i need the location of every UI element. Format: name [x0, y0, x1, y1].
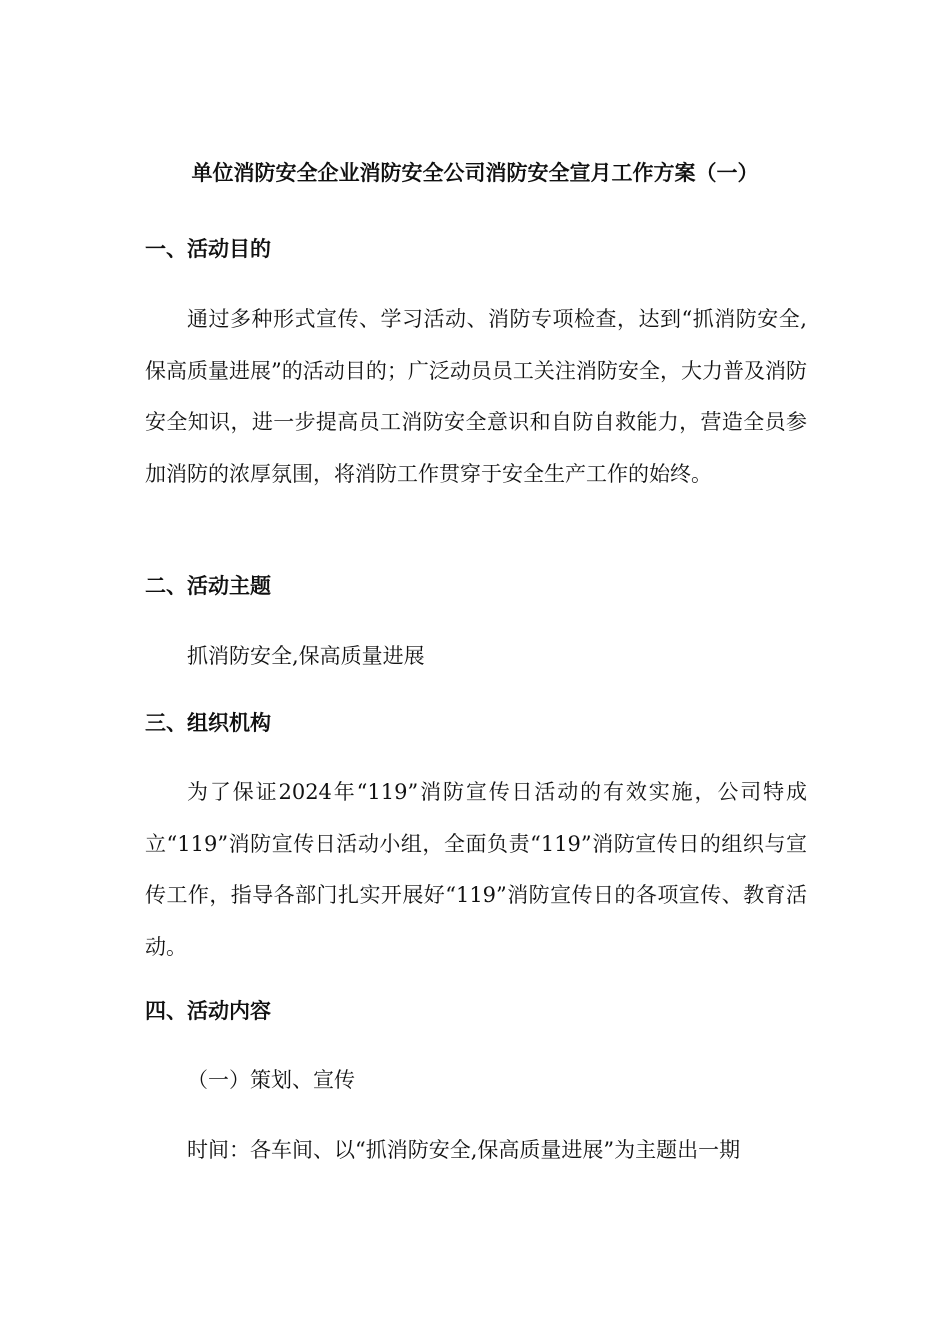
- section-body-content: 时间：各车间、以“抓消防安全,保高质量进展”为主题出一期: [187, 1138, 741, 1162]
- section-body-purpose: 通过多种形式宣传、学习活动、消防专项检查，达到“抓消防安全,保高质量进展”的活动目的；广泛动员员工关注消防安全，大力普及消防安全知识，进一步提高员工消防安全意识和自防自救能力，营造全员参加消防的浓厚氛围，将消防工作贯穿于安全生产工作的始终。: [145, 307, 807, 486]
- section-body-theme: 抓消防安全,保高质量进展: [187, 644, 425, 668]
- section-subheading-planning: （一）策划、宣传: [187, 1068, 355, 1092]
- section-heading-purpose: 一、活动目的: [145, 236, 271, 261]
- section-heading-theme: 二、活动主题: [145, 573, 271, 598]
- section-heading-content: 四、活动内容: [145, 998, 271, 1023]
- document-title: 单位消防安全企业消防安全公司消防安全宣月工作方案（一）: [191, 160, 759, 185]
- section-heading-organization: 三、组织机构: [145, 710, 271, 735]
- section-body-organization: 为了保证2024年“119”消防宣传日活动的有效实施，公司特成立“119”消防宣传日活动小组，全面负责“119”消防宣传日的组织与宣传工作，指导各部门扎实开展好“119”消防宣传日的各项宣传、教育活动。: [145, 780, 807, 959]
